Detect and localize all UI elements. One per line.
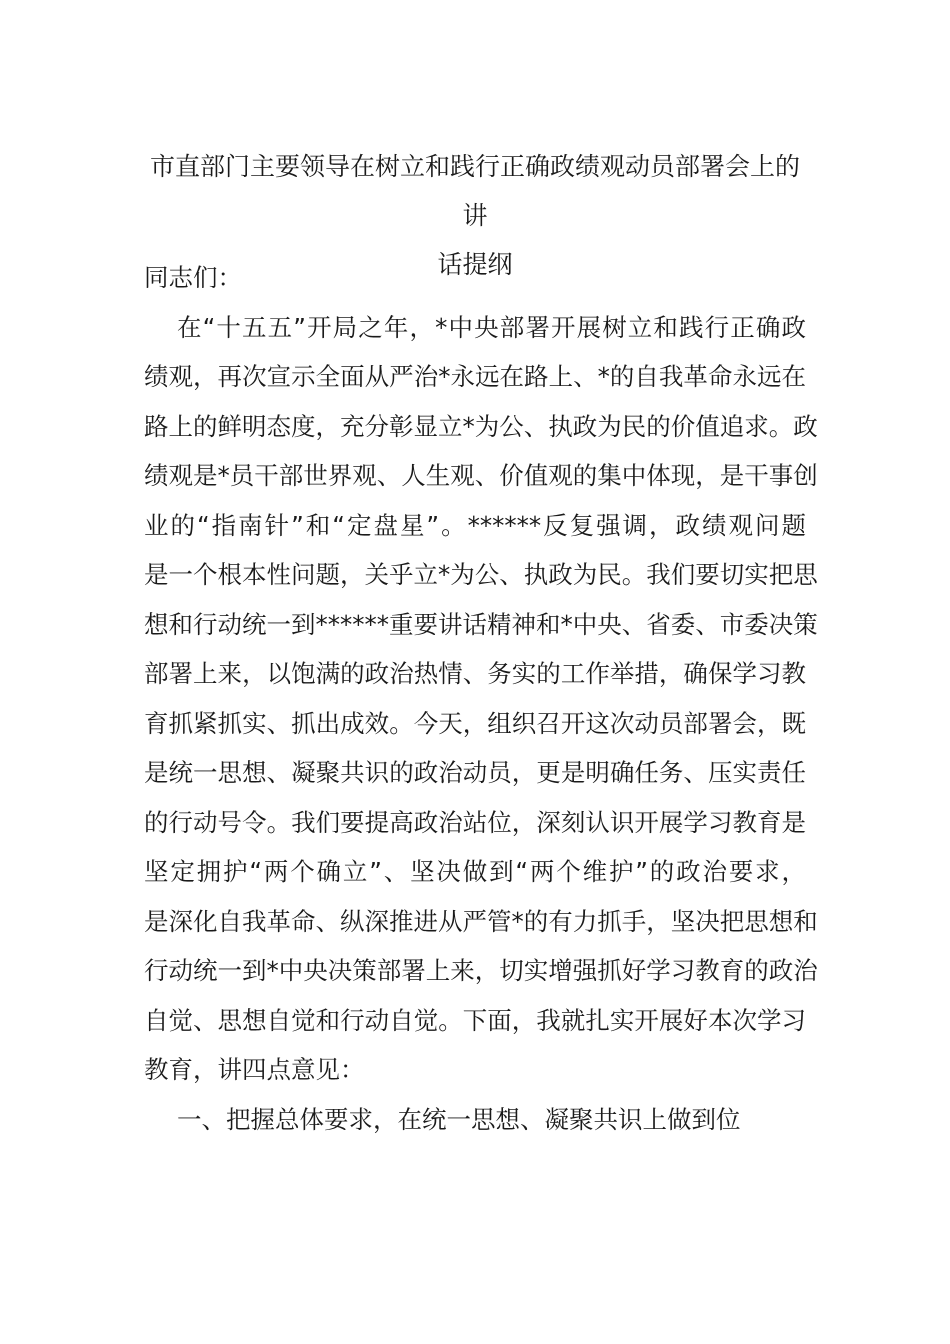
paragraph-line: 行动统一到*中央决策部署上来，切实增强抓好学习教育的政治	[144, 956, 818, 985]
paragraph-line: 业的“指南针”和“定盘星”。******反复强调，政绩观问题	[144, 510, 806, 540]
paragraph-line: 的行动号令。我们要提高政治站位，深刻认识开展学习教育是	[144, 807, 806, 837]
title-line-1: 市直部门主要领导在树立和践行正确政绩观动员部署会上的讲	[149, 152, 800, 230]
paragraph-line: 育抓紧抓实、抓出成效。今天，组织召开这次动员部署会，既	[144, 708, 806, 738]
title-line-2: 话提纲	[437, 250, 513, 279]
section-heading-1: 一、把握总体要求，在统一思想、凝聚共识上做到位	[177, 1104, 741, 1134]
document-body	[144, 253, 818, 1144]
paragraph-line: 部署上来，以饱满的政治热情、务实的工作举措，确保学习教	[144, 659, 806, 688]
paragraph-line: 想和行动统一到******重要讲话精神和*中央、省委、市委决策	[144, 609, 818, 639]
paragraph-line: 路上的鲜明态度，充分彰显立*为公、执政为民的价值追求。政	[144, 411, 818, 441]
paragraph-line: 绩观是*员干部世界观、人生观、价值观的集中体现，是干事创	[144, 461, 818, 490]
salutation: 同志们：	[144, 263, 242, 292]
paragraph-line: 坚定拥护“两个确立”、坚决做到“两个维护”的政治要求，	[144, 857, 806, 886]
paragraph-line: 在“十五五”开局之年，*中央部署开展树立和践行正确政	[177, 312, 806, 342]
paragraph-line: 是统一思想、凝聚共识的政治动员，更是明确任务、压实责任	[144, 758, 806, 787]
paragraph-line: 是深化自我革命、纵深推进从严管*的有力抓手，坚决把思想和	[144, 906, 818, 936]
paragraph-line: 教育，讲四点意见：	[144, 1055, 365, 1084]
paragraph-line: 绩观，再次宣示全面从严治*永远在路上、*的自我革命永远在	[144, 362, 806, 391]
paragraph-line: 是一个根本性问题，关乎立*为公、执政为民。我们要切实把思	[144, 560, 818, 589]
paragraph-line: 自觉、思想自觉和行动自觉。下面，我就扎实开展好本次学习	[144, 1005, 806, 1035]
